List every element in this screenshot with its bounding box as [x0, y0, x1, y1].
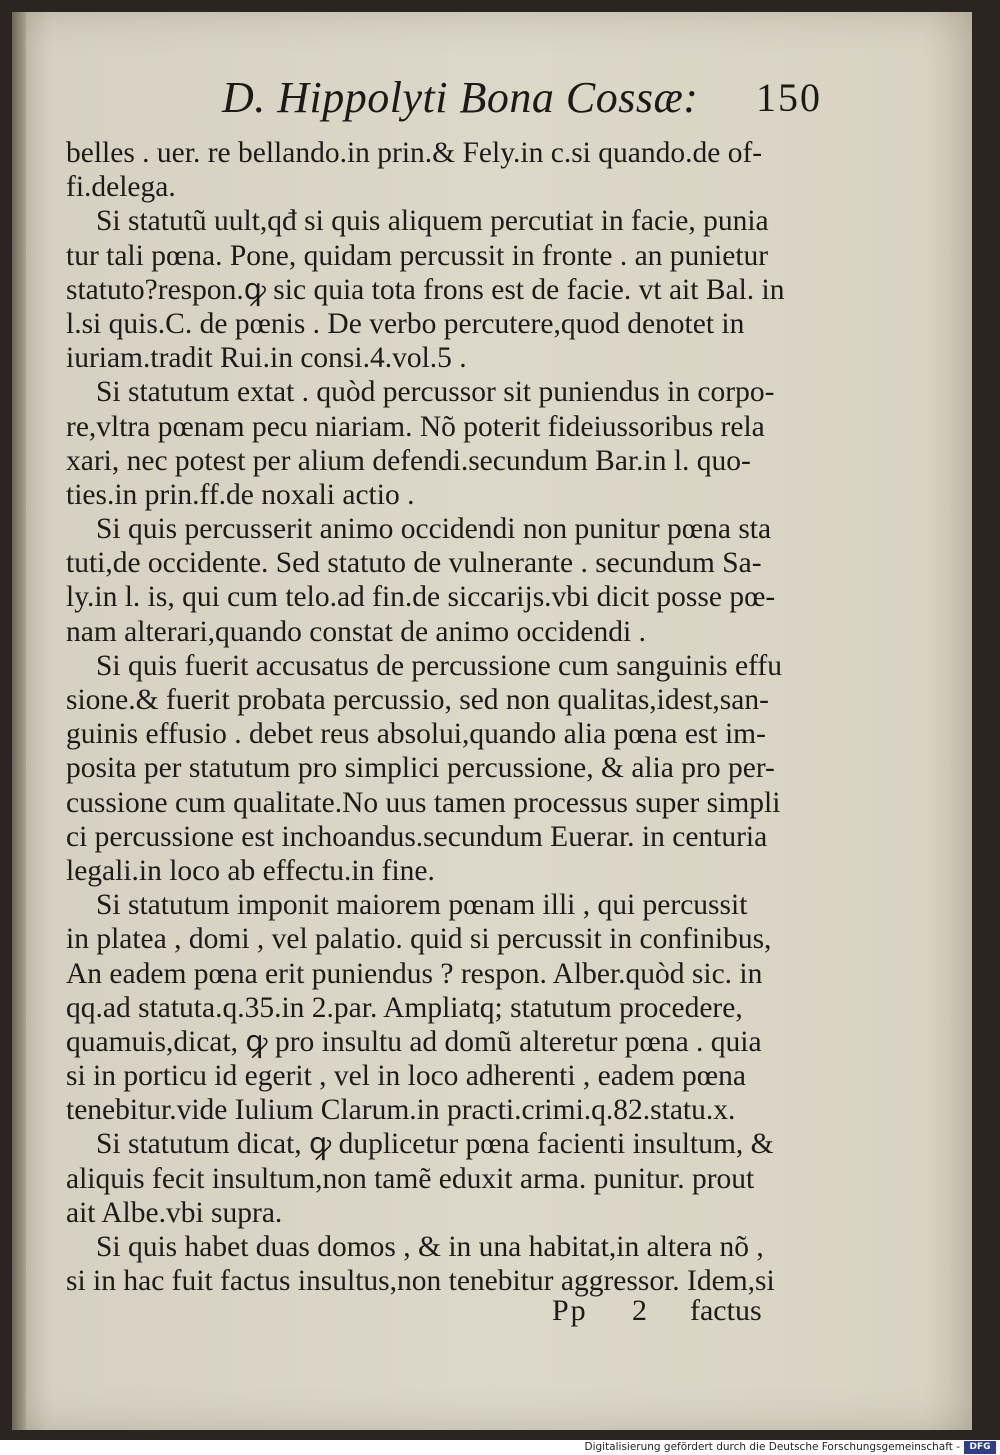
body-text	[66, 136, 846, 1298]
text-line: aliquis fecit insultum,non tamẽ eduxit arma. punitur. prout	[66, 1162, 755, 1195]
text-line: Si statutũ uult,qđ si quis aliquem percutiat in facie, punia	[96, 205, 769, 238]
running-head: D. Hippolyti Bona Cossæ:	[222, 73, 699, 122]
text-line: ci percussione est inchoandus.secundum Euerar. in centuria	[66, 820, 768, 853]
text-line: sione.& fuerit probata percussio, sed non qualitas,idest,san-	[66, 684, 769, 716]
dfg-logo-icon: DFG	[964, 1441, 996, 1454]
text-line: Si statutum dicat, ꝙ duplicetur pœna facienti insultum, &	[96, 1128, 774, 1161]
text-line: posita per statutum pro simplici percussione, & alia pro per-	[66, 752, 775, 785]
page-number: 150	[756, 75, 822, 120]
book-page	[12, 12, 972, 1430]
text-line: Si statutum imponit maiorem pœnam illi , qui percussit	[96, 889, 748, 922]
text-line: cussione cum qualitate.No uus tamen processus super simpli	[66, 786, 781, 819]
page-footer	[552, 1294, 812, 1334]
text-line: in platea , domi , vel palatio. quid si percussit in confinibus,	[66, 923, 772, 956]
catchword: factus	[690, 1294, 762, 1327]
signature-number: 2	[632, 1294, 647, 1327]
text-line: si in hac fuit factus insultus,non tenebitur aggressor. Idem,si	[66, 1265, 775, 1298]
digitization-credit	[0, 1440, 1000, 1455]
text-line: ly.in l. is, qui cum telo.ad fin.de siccarijs.vbi dicit posse pœ-	[66, 581, 776, 614]
page-spine-shadow	[12, 12, 26, 1430]
text-line: iuriam.tradit Rui.in consi.4.vol.5 .	[66, 342, 467, 375]
text-line: nam alterari,quando constat de animo occidendi .	[66, 615, 646, 648]
text-line: tuti,de occidente. Sed statuto de vulnerante . secundum Sa-	[66, 547, 762, 580]
text-line: quamuis,dicat, ꝙ pro insultu ad domũ alteretur pœna . quia	[66, 1025, 762, 1058]
text-line: l.si quis.C. de pœnis . De verbo percutere,quod denotet in	[66, 307, 745, 340]
text-line: belles . uer. re bellando.in prin.& Fely.in c.si quando.de of-	[66, 137, 763, 169]
credit-text: Digitalisierung gefördert durch die Deutsche Forschungsgemeinschaft -	[584, 1441, 960, 1453]
text-line: ties.in prin.ff.de noxali actio .	[66, 478, 415, 511]
text-line: Si quis percusserit animo occidendi non punitur pœna sta	[96, 513, 772, 546]
text-line: si in porticu id egerit , vel in loco adherenti , eadem pœna	[66, 1060, 746, 1093]
text-line: Si quis fuerit accusatus de percussione cum sanguinis effu	[96, 649, 782, 682]
page-header	[222, 72, 822, 132]
text-line: re,vltra pœnam pecu niariam. Nõ poterit fideiussoribus rela	[66, 410, 765, 443]
text-line: tenebitur.vide Iulium Clarum.in practi.crimi.q.82.statu.x.	[66, 1094, 736, 1127]
text-line: xari, nec potest per alium defendi.secundum Bar.in l. quo-	[66, 444, 751, 477]
signature-mark: Pp	[552, 1294, 588, 1327]
text-line: fi.delega.	[66, 171, 176, 204]
text-line: Si statutum extat . quòd percussor sit puniendus in corpo-	[96, 376, 775, 409]
text-line: guinis effusio . debet reus absolui,quando alia pœna est im-	[66, 718, 766, 751]
text-line: Si quis habet duas domos , & in una habitat,in altera nõ ,	[96, 1231, 764, 1263]
text-line: tur tali pœna. Pone, quidam percussit in fronte . an punietur	[66, 239, 769, 272]
text-line: An eadem pœna erit puniendus ? respon. Alber.quòd sic. in	[66, 957, 763, 990]
text-line: ait Albe.vbi supra.	[66, 1196, 283, 1229]
text-line: legali.in loco ab effectu.in fine.	[66, 854, 435, 887]
text-line: statuto?respon.ꝙ sic quia tota frons est de facie. vt ait Bal. in	[66, 273, 785, 306]
text-line: qq.ad statuta.q.35.in 2.par. Ampliatq; statutum procedere,	[66, 991, 743, 1024]
